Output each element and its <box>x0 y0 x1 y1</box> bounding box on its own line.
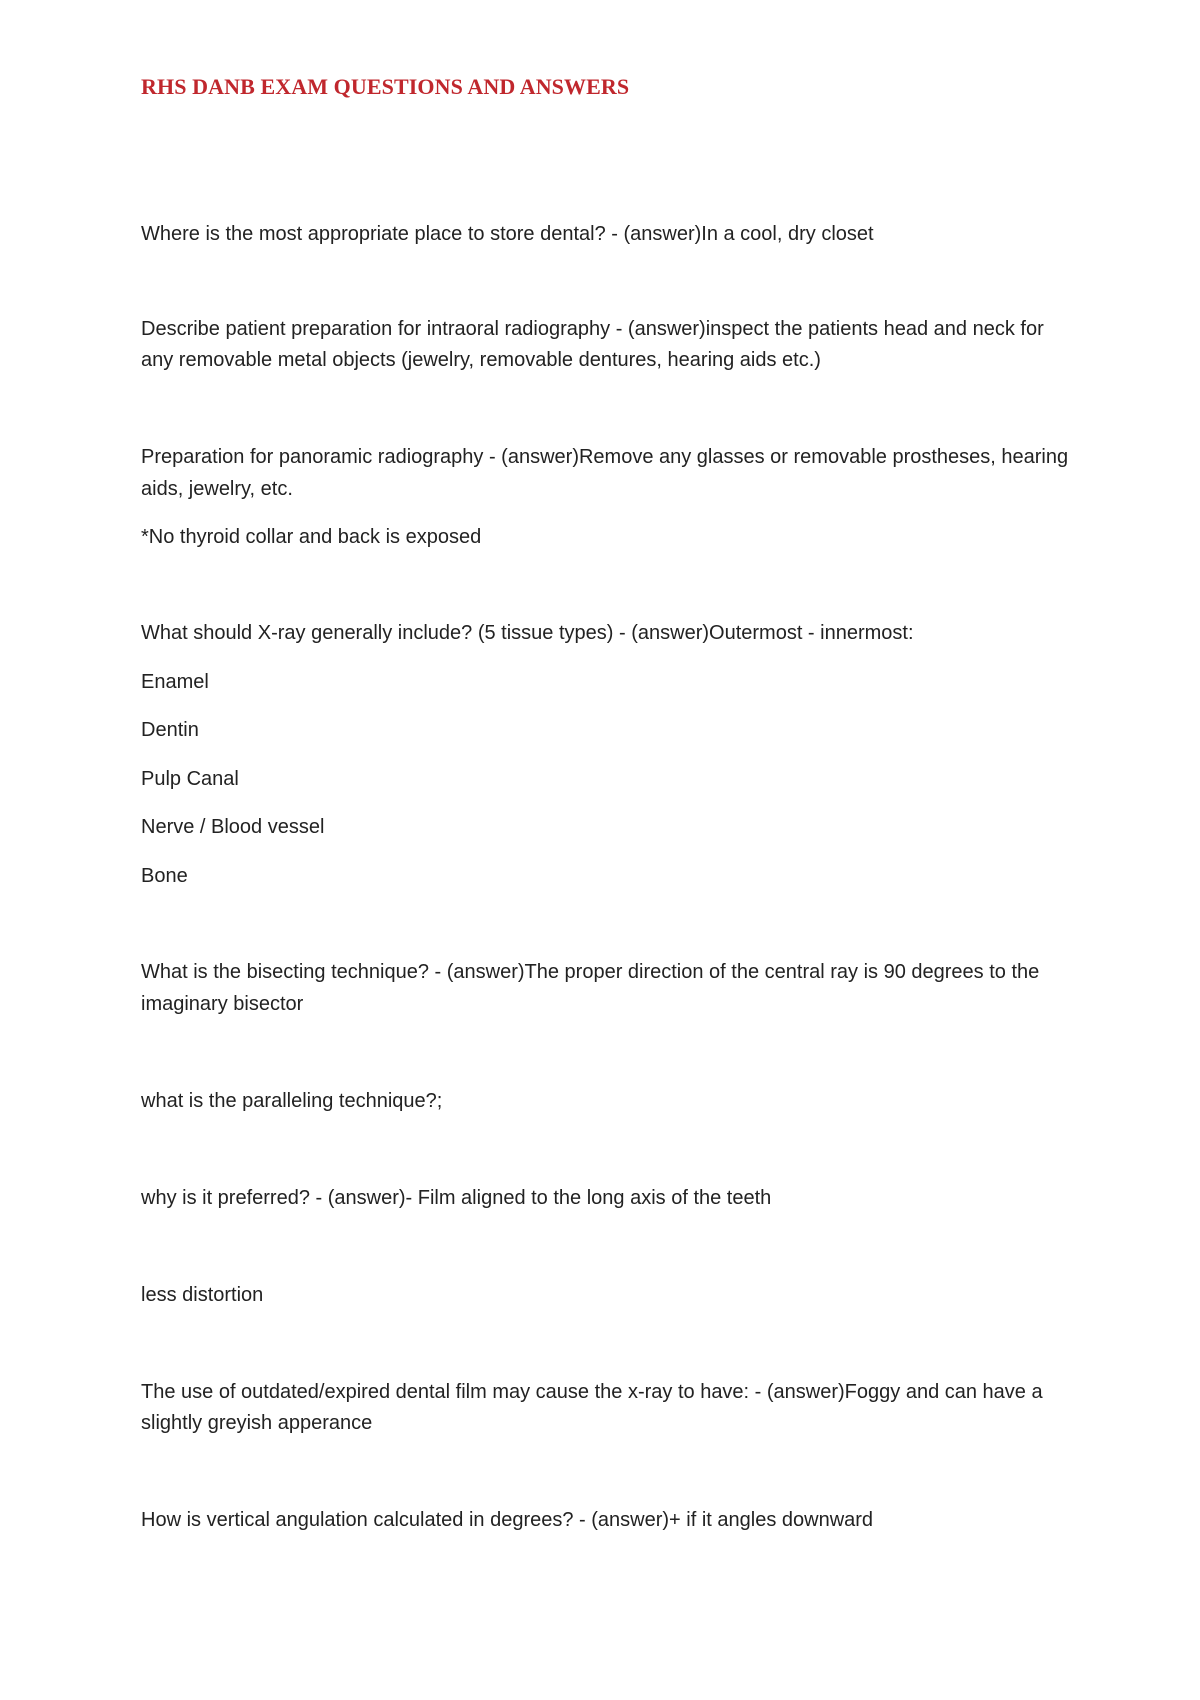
qa-line: Where is the most appropriate place to store dental? - (answer)In a cool, dry closet <box>141 223 874 245</box>
qa-line: slightly greyish apperance <box>141 1412 373 1434</box>
qa-list-item: Nerve / Blood vessel <box>141 816 325 838</box>
qa-line: Preparation for panoramic radiography - (answer)Remove any glasses or removable prostheses, hearing <box>141 446 1069 468</box>
qa-list-item: Enamel <box>141 671 209 693</box>
qa-line: What should X-ray generally include? (5 tissue types) - (answer)Outermost - innermost: <box>141 622 914 644</box>
qa-list-item: Pulp Canal <box>141 768 239 790</box>
document-title: RHS DANB EXAM QUESTIONS AND ANSWERS <box>141 74 630 99</box>
qa-line: What is the bisecting technique? - (answer)The proper direction of the central ray is 90 degrees to the <box>141 961 1040 983</box>
qa-list-item: Bone <box>141 865 188 887</box>
qa-line: *No thyroid collar and back is exposed <box>141 526 482 548</box>
qa-line: aids, jewelry, etc. <box>141 478 293 500</box>
qa-line: Describe patient preparation for intraoral radiography - (answer)inspect the patients head and neck for <box>141 318 1044 340</box>
qa-line: The use of outdated/expired dental film may cause the x-ray to have: - (answer)Foggy and can have a <box>141 1381 1043 1403</box>
qa-line: imaginary bisector <box>141 993 304 1015</box>
qa-list-item: Dentin <box>141 719 199 741</box>
qa-line: How is vertical angulation calculated in degrees? - (answer)+ if it angles downward <box>141 1509 874 1531</box>
qa-line: less distortion <box>141 1284 264 1306</box>
qa-line: any removable metal objects (jewelry, removable dentures, hearing aids etc.) <box>141 349 821 371</box>
qa-line: what is the paralleling technique?; <box>141 1090 443 1112</box>
qa-line: why is it preferred? - (answer)- Film aligned to the long axis of the teeth <box>141 1187 772 1209</box>
